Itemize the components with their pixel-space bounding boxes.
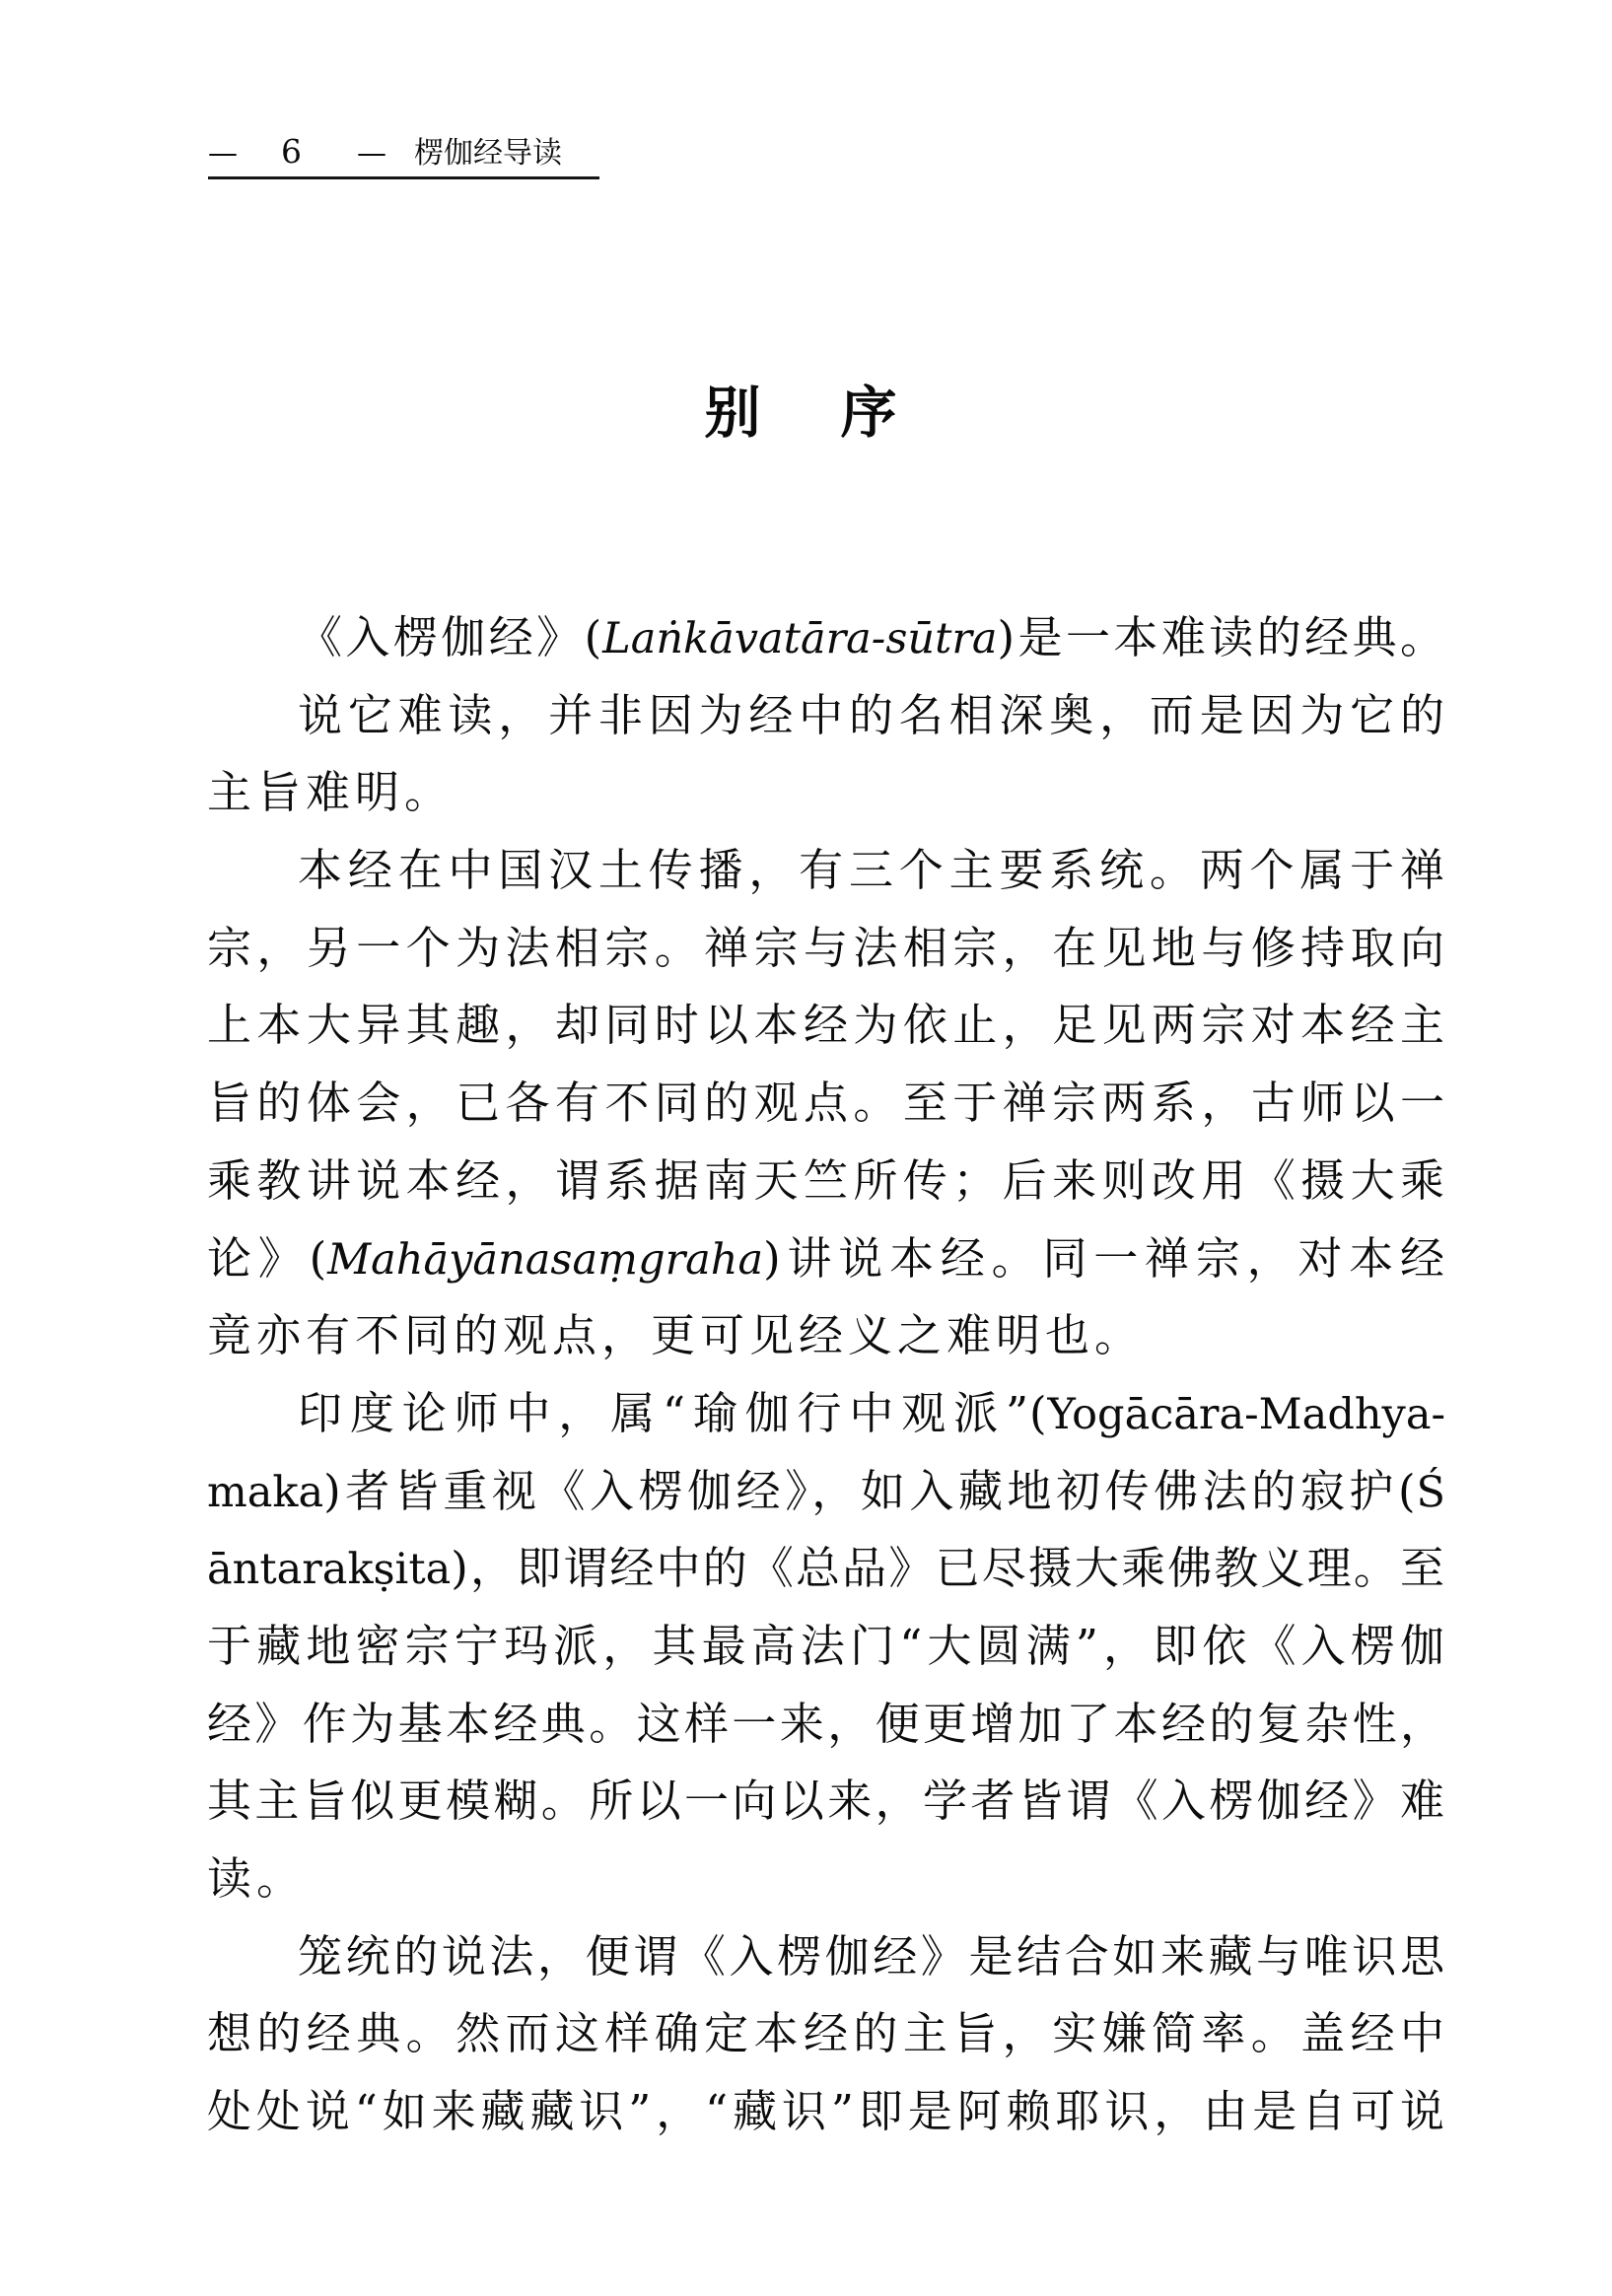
text-run: 论》( — [207, 1231, 328, 1285]
header-rule — [208, 176, 599, 179]
text-line — [207, 1995, 1445, 2073]
text-run: Mahāyānasaṃgraha — [327, 1234, 764, 1285]
text-run: 主旨难明。 — [207, 766, 455, 819]
text-line — [207, 1530, 1445, 1608]
text-run: 印度论师中，属“瑜伽行中观派”( — [298, 1386, 1048, 1439]
text-run: Laṅkāvatāra-sūtra — [602, 614, 998, 663]
text-line — [207, 832, 1445, 910]
text-line — [207, 1841, 1445, 1918]
text-line — [207, 1763, 1445, 1841]
text-run: 想的经典。然而这样确定本经的主旨，实嫌简率。盖经中 — [207, 2007, 1445, 2060]
text-run: 竟亦有不同的观点，更可见经义之难明也。 — [207, 1309, 1145, 1362]
text-run: 于藏地密宗宁玛派，其最高法门“大圆满”，即依《入楞伽 — [207, 1619, 1445, 1672]
text-run: Ś — [1416, 1467, 1445, 1517]
text-line — [207, 1608, 1445, 1686]
text-line — [207, 599, 1445, 677]
text-run: 宗，另一个为法相宗。禅宗与法相宗，在见地与修持取向 — [207, 921, 1445, 974]
text-run: 本经在中国汉土传播，有三个主要系统。两个属于禅 — [298, 844, 1445, 897]
text-run: 上本大异其趣，却同时以本经为依止，足见两宗对本经主 — [207, 999, 1445, 1052]
text-line — [207, 910, 1445, 988]
text-run: āntarakṣita — [207, 1545, 452, 1595]
text-run: )是一本难读的经典。 — [997, 611, 1446, 663]
text-run: 旨的体会，已各有不同的观点。至于禅宗两系，古师以一 — [207, 1077, 1445, 1130]
text-line — [207, 1143, 1445, 1220]
text-run: )讲说本经。同一禅宗，对本经 — [763, 1231, 1445, 1285]
text-run: )，即谓经中的《总品》已尽摄大乘佛教义理。至 — [451, 1542, 1445, 1595]
text-line — [207, 2073, 1445, 2151]
text-run: 处处说“如来藏藏识”，“藏识”即是阿赖耶识，由是自可说 — [207, 2085, 1445, 2138]
text-run: 说它难读，并非因为经中的名相深奥，而是因为它的 — [298, 688, 1445, 741]
page-number: 6 — [281, 132, 302, 171]
text-run: 经》作为基本经典。这样一来，便更增加了本经的复杂性， — [207, 1697, 1445, 1750]
dash-right: — — [357, 136, 386, 171]
text-run: 笼统的说法，便谓《入楞伽经》是结合如来藏与唯识思 — [298, 1929, 1445, 1983]
dash-left: — — [208, 136, 238, 171]
text-line — [207, 754, 1445, 832]
text-run: 其主旨似更模糊。所以一向以来，学者皆谓《入楞伽经》难 — [207, 1774, 1445, 1828]
body-text — [207, 599, 1445, 2151]
text-run: )者皆重视《入楞伽经》，如入藏地初传佛法的寂护( — [323, 1464, 1417, 1517]
running-header — [208, 131, 562, 173]
text-line — [207, 1065, 1445, 1143]
text-line — [207, 1918, 1445, 1996]
text-run: Yogācāra-Madhya- — [1047, 1389, 1445, 1439]
text-line — [207, 1297, 1445, 1375]
text-run: 《入楞伽经》( — [298, 611, 603, 663]
book-title: 楞伽经导读 — [414, 136, 562, 171]
text-run: 乘教讲说本经，谓系据南天竺所传；后来则改用《摄大乘 — [207, 1153, 1445, 1207]
text-line — [207, 1453, 1445, 1531]
text-line — [207, 1220, 1445, 1298]
text-line — [207, 987, 1445, 1065]
text-run: maka — [207, 1467, 324, 1517]
text-line — [207, 1686, 1445, 1764]
text-line — [207, 1375, 1445, 1453]
section-title: 别 序 — [704, 380, 909, 446]
text-run: 读。 — [207, 1852, 307, 1905]
text-line — [207, 677, 1445, 755]
